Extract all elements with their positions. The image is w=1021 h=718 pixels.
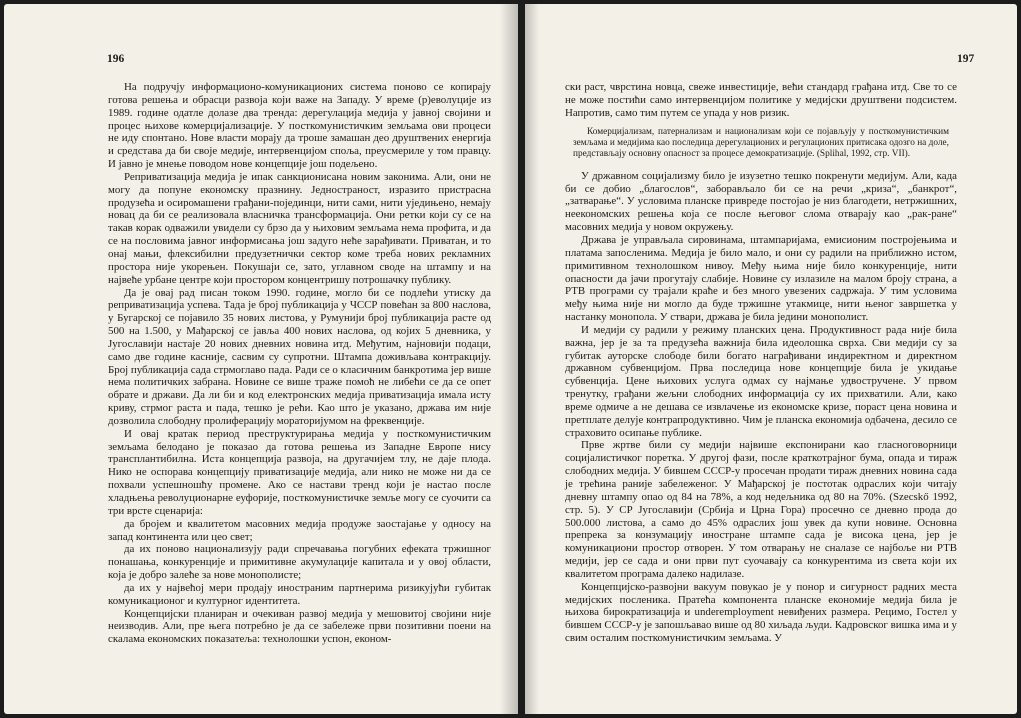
paragraph: Реприватизација медија је ипак санкционисана новим законима. Али, они не могу да попуне економску празнину. Једностраност, изразито пристрасна продузећа и осиромашени грађани-појединци, нити сами, нити уједињено, немају новац да би се реализовала власничка трансформација. Они ретки који су се на такав корак одважили увидели су брзо да у њиховим земљама нема профита, и да се на пословима јавног информисања још задуго неће зарађивати. Приватан, и то онај мањи, флексибилни предузетнички сектор коме треба нових рекламних простора није укорењен. Покушаји се, зато, углавном своде на штампу и на највеће урбане центре који простором концентришу потрошачку публику. [108, 170, 491, 286]
paragraph: Да је овај рад писан током 1990. године, могло би се подлећи утиску да реприватизација успева. Тада је број публикација у ЧССР повећан за 800 наслова, у Бугарској се појавило 35 нових листова, у Румунији број публикација расте од 500 на 1.500, у Мађарској се јавља 400 нових наслова, од којих 5 дневника, у Југославији настаје 20 нових дневних новина итд. Међутим, најновији подаци, само две године касније, сасвим су супротни. Штампа доживљава контракцију. Број публикација сада стрмоглаво пада. Ради се о класичним банкротима јер више нема политичких забрана. Новине се више траже помоћ не либећи се да се опет обрате и држави. Да ли би и код електронских медија приватизација имала исту криву, стрмог раста и пада, тешко је рећи. Као што је указано, држава им није дозволила слободну пролиферацију мораторијумом на фреквенције. [108, 286, 491, 427]
block-quote [573, 127, 949, 161]
paragraph: И медији су радили у режиму планских цена. Продуктивност рада није била важна, јер је за та предузећа важнија била идеолошка сврха. Сви медији су за губитак ауторске слободе били богато награђивани индиректном и директном државном субвенцијом. Прва последица нове концепције била је укидање субвенција. Цене њихових услуга одмах су најмање удвостручене. У првом тренутку, грађани жељни слободних информација су их прихватили. Али, како време одмиче а не дешава се извлачење из економске кризе, пораст цена новина и претплате делује контрапродуктивно. Чим је планска економија одбачена, десило се страховито осипање публике. [565, 323, 957, 439]
gutter-shadow [500, 4, 518, 714]
paragraph: У државном социјализму било је изузетно тешко покренути медијум. Али, када би се добио „благослов“, заборављало би се на речи „криза“, „банкрот“, „затварање“. У условима планске привреде постојао је низ благодети, нетржишних, неекономских решења која се после његовог слома отварају као „рак-ране“ масовних медија у новом окружењу. [565, 169, 957, 234]
paragraph: Прве жртве били су медији највише експонирани као гласноговорници социјалистичког поретка. У другој фази, после краткотрајног бума, опада и тираж слободних медија. У бившем СССР-у просечан продати тираж дневних новина сада је трећина раније забележеног. У Мађарској је постотак одраслих који читају дневну штампу опао од 84 на 78%, а код недељника од 80 на 70%. (Szecskő 1992, стр. 5). У СР Југославији (Србија и Црна Гора) просечно се дневно прода до 500.000 листова, а само до 45% одраслих још увек да купи новине. Основна препрека за конзумацију иностране штампе сада је висока цена, јер је комуникациони простор отворен. У том отварању не сналазе се најбоље ни РТВ медији, јер се сада и они први пут суочавају са конкурентима из света који их квалитетом програма далеко надилазе. [565, 439, 957, 580]
paragraph: И овај кратак период преструктурирања медија у посткомунистичким земљама белодано је показао да готова решења из Западне Европе нису трансплантибилна. Иста концепција развоја, на другачијем тлу, не даје плода. Нико не оспорава концепцију приватизације медија, али нико не може ни да се похвали успешношћу промене. Ако се настави тренд који је настао после хладњења револуционарне еуфорије, посткомунистичке земље могу се суочити са три врсте сценарија: [108, 427, 491, 517]
right-page-text [565, 81, 957, 645]
paragraph: Концепцијско-развојни вакуум повукао је у понор и сигурност радних места медијских посленика. Пратећа компонента планске економије медија била је њихова бирократизација и underemployment невиђених размера. Рецимо, Гостел у бившем СССР-у је запошљавао више од 80 хиљада људи. Кадровског вишка има и у свим осталим посткомунистичким земљама. У [565, 580, 957, 645]
page-number: 196 [107, 53, 125, 65]
quote-text: Комерцијализам, патернализам и национализам који се појављују у посткомунистичким земљама и медијима као последица дерегулационих и регулационих притисака одозго на доле, представљају основну опасност за процесе демократизације. (Splihal, 1992, стр. VII). [573, 126, 949, 160]
paragraph: Концепцијски планиран и очекиван развој медија у мешовитој својини није неизводив. Али, пре њега потребно је да се забележе први позитивни поени на скалама економских показатеља: технолошки успон, економ- [108, 607, 491, 646]
paragraph: На подручју информационо-комуникационих система поново се копирају готова решења и обрасци развоја који важе на Западу. У време (р)еволуције из 1989. године одатле долазе два тренда: дерегулација медија у јавној својини и процес њихове комерцијализације. У посткомунистичким земљама ови процеси не иду спонтано. Нове власти морају да троше замашан део друштвених енергија и средстава да би своје медије, интервенцијом споља, преусмериле у том правцу. И јавно је мнење поводом нове концепције још подељено. [108, 81, 491, 171]
paragraph: Држава је управљала сировинама, штампаријама, емисионим постројењима и платама запосленима. Медија је било мало, и они су радили на приближно истом, примитивном технолошком нивоу. Међу њима није било конкуренције, нити опасности да јачи прогутају слабије. Новине су излазиле на малом броју страна, а РТВ програми су трајали краће и без много увезених садржаја. У тим условима међу њима није ни могло да буде тржишне утакмице, нити њеног завршетка у настанку монопола. У ствари, држава је била једини монополист. [565, 233, 957, 324]
left-page [4, 4, 518, 714]
paragraph: ски раст, чврстина новца, свеже инвестиције, већи стандард грађана итд. Све то се не може постићи само интервенцијом политике у медијски друштвени подсистем. Напротив, само тим путем се упада у нов ризик. [565, 81, 957, 119]
left-page-text [108, 81, 491, 646]
list-item: да их поново национализују ради спречавања погубних ефеката тржишног понашања, конкуренције и примитивне акумулације капитала и у овој области, која је добро залеће за нове монополисте; [108, 543, 491, 582]
page-number: 197 [957, 53, 975, 65]
right-page [525, 4, 1017, 714]
list-item: да бројем и квалитетом масовних медија продуже заостајање у односу на запад континента или цео свет; [108, 517, 491, 543]
gutter-shadow [525, 4, 539, 714]
list-item: да их у највећој мери продају иностраним партнерима ризикујући губитак комуникационог и културног идентитета. [108, 581, 491, 607]
